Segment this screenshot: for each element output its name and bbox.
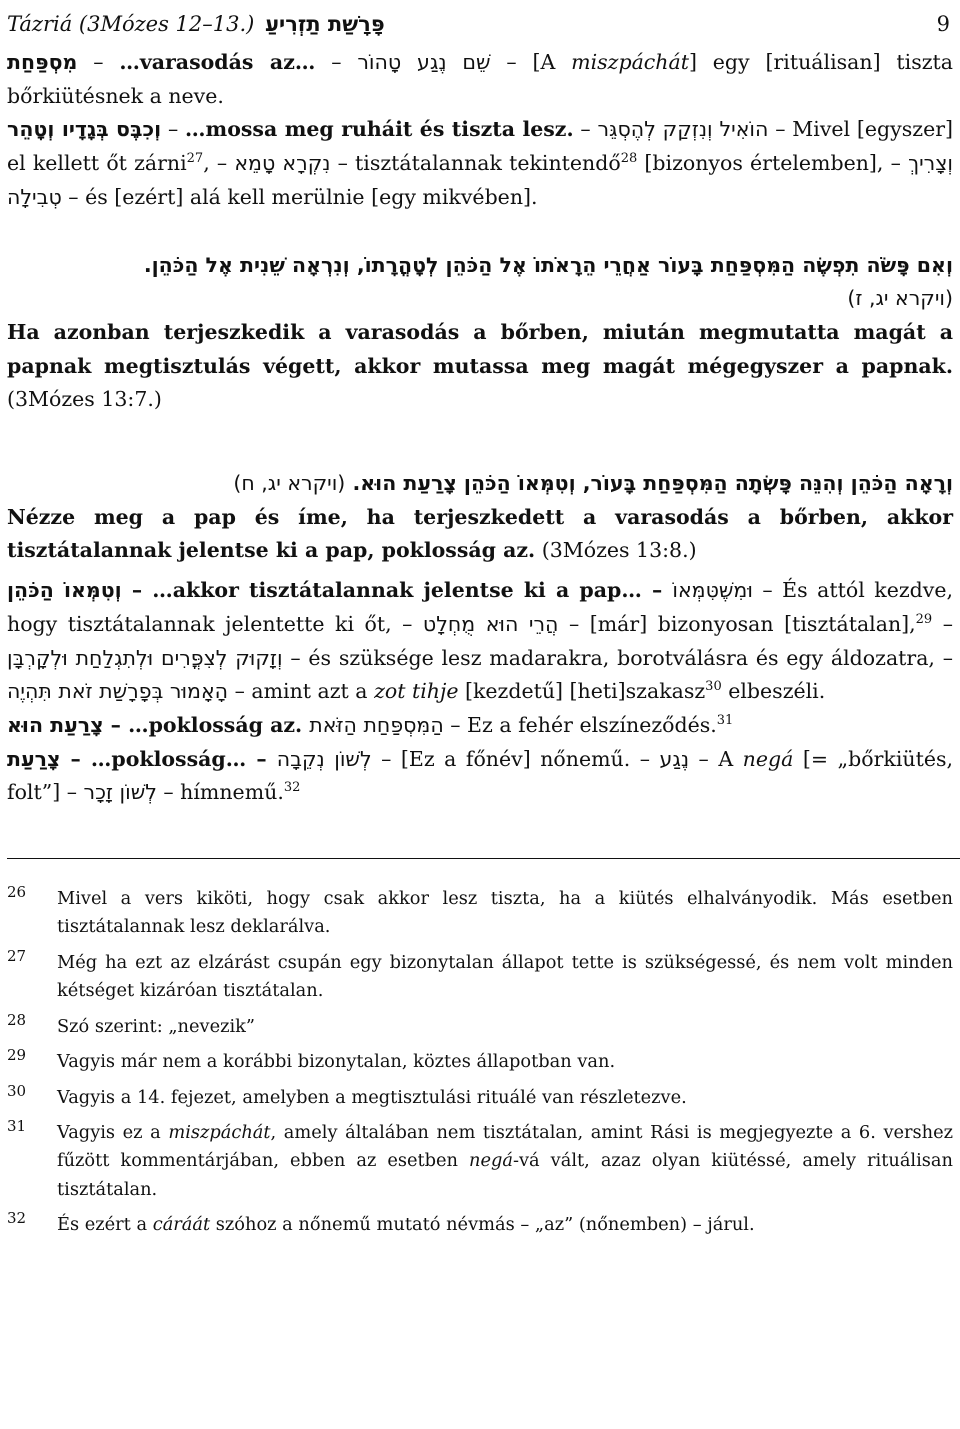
- footnote-32: 32 És ezért a cáráát szóhoz a nőnemű mutató névmás – „az” (nőnemben) – járul.: [7, 1209, 755, 1236]
- verse-7: [7, 249, 953, 418]
- page-number: 9: [936, 12, 950, 36]
- verse-7-source: (ויקרא יג, ז): [847, 286, 953, 311]
- header-title: Tázriá (3Mózes 12–13.) פָּרָשַׁת תַזְרִיעַ: [7, 12, 385, 36]
- verse-7-hebrew: וְאִם פָּשֹׂה תִפְשֶׂה הַמִּסְפַּחַת בָּעוֹר אַחֲרֵי הֵרָאֹתוֹ אֶל הַכֹּהֵן לְטָהֳרָתוֹ, וְנִרְאָה שֵׁנִית אֶל הַכֹּהֵן.: [143, 252, 953, 277]
- footnote-separator: [7, 858, 960, 859]
- footnote-ref-32[interactable]: 32: [283, 780, 301, 796]
- footnote-30: 30 Vagyis a 14. fejezet, amelyben a megtisztulási rituálé van részletezve.: [7, 1081, 687, 1108]
- verse-7-translation: Ha azonban terjeszkedik a varasodás a bőrben, miután megmutatta magát a papnak megtisztulás végett, akkor mutassa meg magát mégegyszer a papnak. (3Mózes 13:7.): [7, 319, 953, 412]
- footnote-ref-29[interactable]: 29: [915, 612, 933, 628]
- verse-8-translation: Nézze meg a pap és íme, ha terjeszkedett a varasodás a bőrben, akkor tisztátalannak jelentse ki a pap, poklosság az. (3Mózes 13:8.): [7, 504, 953, 563]
- comment-tzaraat: צָרַעַת – …poklosság… – לְשׁוֹן נְקֵבָה – [Ez a főnév] nőnemű. – נֶגַע – A negá [= „bőrkiütés, folt”] – לְשׁוֹן זָכָר – hímnemű.$^{32}$: [7, 746, 953, 805]
- comment-vetimeo: וְטִמְּאוֹ הַכֹּהֵן – …akkor tisztátalannak jelentse ki a pap… – וּמִשֶּׁטִּמְּאוֹ – És attól kezdve, hogy tisztátalannak jelentette ki őt, – הֲרֵי הוּא מֻחְלָט – [már] bizonyosan [tisztátalan],$^{29}$ – וְזָקוּק לְצִפֳּרִים וּלְתִגְלַחַת וּלְקָרְבָּן – és szüksége lesz madarakra, borotválásra és egy áldozatra, – הָאָמוּר בְּפָרָשַׁת זֹאת תִּהְיֶה – amint azt a zot tihje [kezdetű] [heti]szakasz$^{30}$ elbeszéli.: [7, 578, 953, 704]
- footnote-ref-31[interactable]: 31: [716, 713, 734, 729]
- running-header: [7, 0, 953, 36]
- footnote-26: 26 Mivel a vers kiköti, hogy csak akkor lesz tiszta, ha a kiütés elhalványodik. Más esetben tisztátalannak lesz deklarálva.: [7, 883, 953, 938]
- comment-miszpachat: מִסְפַּחַת – …varasodás az… – שֵׁם נֶגַע טָהוֹר – [A miszpáchát] egy [rituálisan] tiszta bőrkiütésnek a neve.: [7, 50, 953, 108]
- footnote-ref-30[interactable]: 30: [705, 679, 722, 695]
- comment-tzaraat-hu: צָרַעַת הוּא – …poklosság az. הַמִּסְפַּחַת הַזֹּאת – Ez a fehér elszíneződés.$^{31}$: [7, 712, 734, 737]
- footnote-28: 28 Szó szerint: „nevezik”: [7, 1010, 256, 1037]
- footnote-ref-27[interactable]: 27: [186, 151, 204, 167]
- footnote-31: 31 Vagyis ez a miszpáchát, amely általában nem tisztátalan, amint Rási is megjegyezte a 6. vershez fűzött kommentárjában, ebben az esetben negá-vá vált, azaz olyan kiütéssé, amely rituálisan tisztátalan.: [7, 1116, 954, 1200]
- footnote-ref-28[interactable]: 28: [620, 151, 638, 167]
- header-hebrew-title: פָּרָשַׁת תַזְרִיעַ: [265, 12, 385, 36]
- verse-8-hebrew: וְרָאָה הַכֹּהֵן וְהִנֵּה פָּשְׂתָה הַמִּסְפַּחַת בָּעוֹר, וְטִמְּאוֹ הַכֹּהֵן צָרַעַת הוּא. (ויקרא יג, ח): [233, 471, 953, 496]
- footnotes: [7, 885, 953, 1239]
- footnote-29: 29 Vagyis már nem a korábbi bizonytalan, köztes állapotban van.: [7, 1046, 616, 1073]
- verse-8: [7, 467, 953, 568]
- comment-vechibesz: וְכִבֶּס בְּגָדָיו וְטָהֵר – …mossa meg ruháit és tiszta lesz. – הוֹאִיל וְנִזְקַק לְהֶסְגֵּר – Mivel [egyszer] el kellett őt zárni$^{27}$, – נִקְרָא טָמֵא – tisztátalannak tekintendő$^{28}$ [bizonyos értelemben], – וְצָרִיךְ טְבִילָה – és [ezért] alá kell merülnie [egy mikvében].: [7, 117, 953, 209]
- footnote-27: 27 Még ha ezt az elzárást csupán egy bizonytalan állapot tette is szükségessé, és nem volt minden kétséget kizáróan tisztátalan.: [7, 946, 953, 1002]
- main-text: [7, 46, 953, 810]
